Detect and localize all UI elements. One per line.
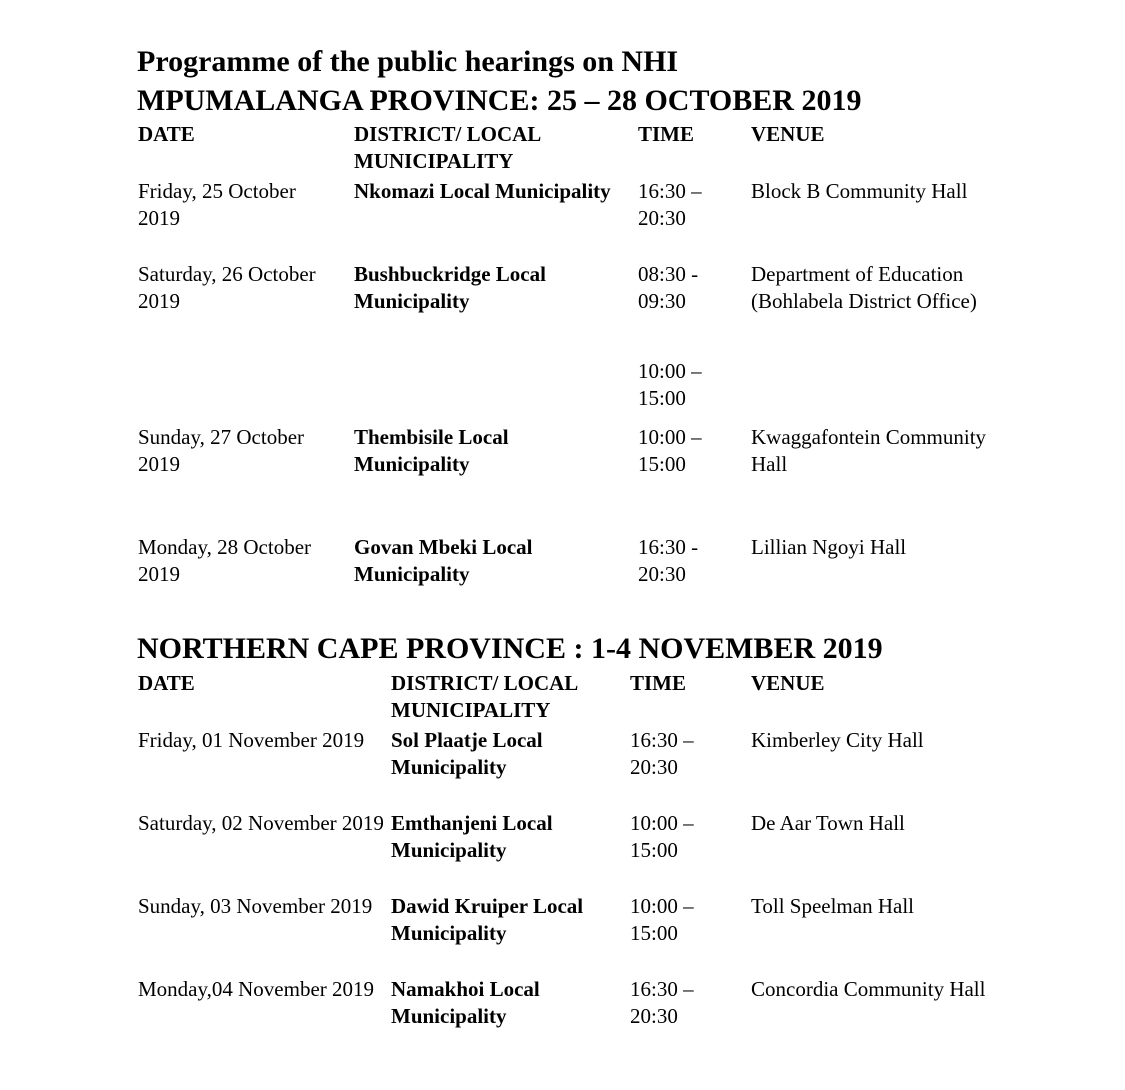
table-row <box>138 358 1038 424</box>
table-row <box>138 893 1038 976</box>
hearing-time: 10:00 – 15:00 <box>630 811 694 862</box>
section-title-mpumalanga: MPUMALANGA PROVINCE: 25 – 28 OCTOBER 2019 <box>137 84 862 117</box>
hearing-date: Friday, 25 October 2019 <box>138 179 296 230</box>
document-title: Programme of the public hearings on NHI <box>137 45 679 78</box>
hearing-time: 16:30 – 20:30 <box>638 179 702 230</box>
hearing-date: Saturday, 26 October 2019 <box>138 262 316 313</box>
hearing-municipality: Sol Plaatje Local Municipality <box>391 728 543 779</box>
column-header-district: DISTRICT/ LOCAL MUNICIPALITY <box>354 122 541 173</box>
hearing-venue: Kimberley City Hall <box>751 728 924 752</box>
table-row <box>138 424 1038 534</box>
hearing-municipality: Dawid Kruiper Local Municipality <box>391 894 584 945</box>
table-row <box>138 976 1038 1036</box>
hearing-municipality: Emthanjeni Local Municipality <box>391 811 553 862</box>
column-header-date: DATE <box>138 122 195 146</box>
hearing-date: Friday, 01 November 2019 <box>138 728 365 752</box>
table-header-row <box>138 670 1038 727</box>
hearing-time: 10:00 – 15:00 <box>630 894 694 945</box>
hearing-time: 10:00 – 15:00 <box>638 359 702 410</box>
hearing-time: 10:00 – 15:00 <box>638 425 702 476</box>
hearing-time: 08:30 - 09:30 <box>638 262 699 313</box>
column-header-district: DISTRICT/ LOCAL MUNICIPALITY <box>391 671 578 722</box>
hearing-municipality: Nkomazi Local Municipality <box>354 179 611 203</box>
hearing-municipality: Bushbuckridge Local Municipality <box>354 262 546 313</box>
column-header-time: TIME <box>638 122 695 146</box>
hearing-date: Saturday, 02 November 2019 <box>138 811 384 835</box>
column-header-time: TIME <box>630 671 687 695</box>
hearing-date: Sunday, 03 November 2019 <box>138 894 373 918</box>
schedule-table-northern-cape <box>138 670 1038 1036</box>
column-header-venue: VENUE <box>751 122 825 146</box>
hearing-date: Monday, 28 October 2019 <box>138 535 312 586</box>
hearing-venue: Toll Speelman Hall <box>751 894 914 918</box>
column-header-venue: VENUE <box>751 671 825 695</box>
table-row <box>138 727 1038 810</box>
hearing-municipality: Thembisile Local Municipality <box>354 425 509 476</box>
hearing-venue: De Aar Town Hall <box>751 811 905 835</box>
hearing-municipality: Govan Mbeki Local Municipality <box>354 535 533 586</box>
hearing-venue: Kwaggafontein Community Hall <box>751 425 987 476</box>
table-row <box>138 534 1038 594</box>
hearing-municipality: Namakhoi Local Municipality <box>391 977 540 1028</box>
hearing-venue: Concordia Community Hall <box>751 977 986 1001</box>
hearing-time: 16:30 – 20:30 <box>630 977 694 1028</box>
column-header-date: DATE <box>138 671 195 695</box>
hearing-date: Sunday, 27 October 2019 <box>138 425 305 476</box>
hearing-venue: Department of Education (Bohlabela District Office) <box>751 262 977 313</box>
hearing-venue: Lillian Ngoyi Hall <box>751 535 907 559</box>
hearing-date: Monday,04 November 2019 <box>138 977 375 1001</box>
schedule-table-mpumalanga <box>138 121 1038 594</box>
hearing-venue: Block B Community Hall <box>751 179 968 203</box>
section-title-northern-cape: NORTHERN CAPE PROVINCE : 1-4 NOVEMBER 2019 <box>137 632 883 665</box>
hearing-time: 16:30 – 20:30 <box>630 728 694 779</box>
hearing-time: 16:30 - 20:30 <box>638 535 699 586</box>
table-row <box>138 261 1038 358</box>
table-header-row <box>138 121 1038 178</box>
table-row <box>138 178 1038 261</box>
table-row <box>138 810 1038 893</box>
